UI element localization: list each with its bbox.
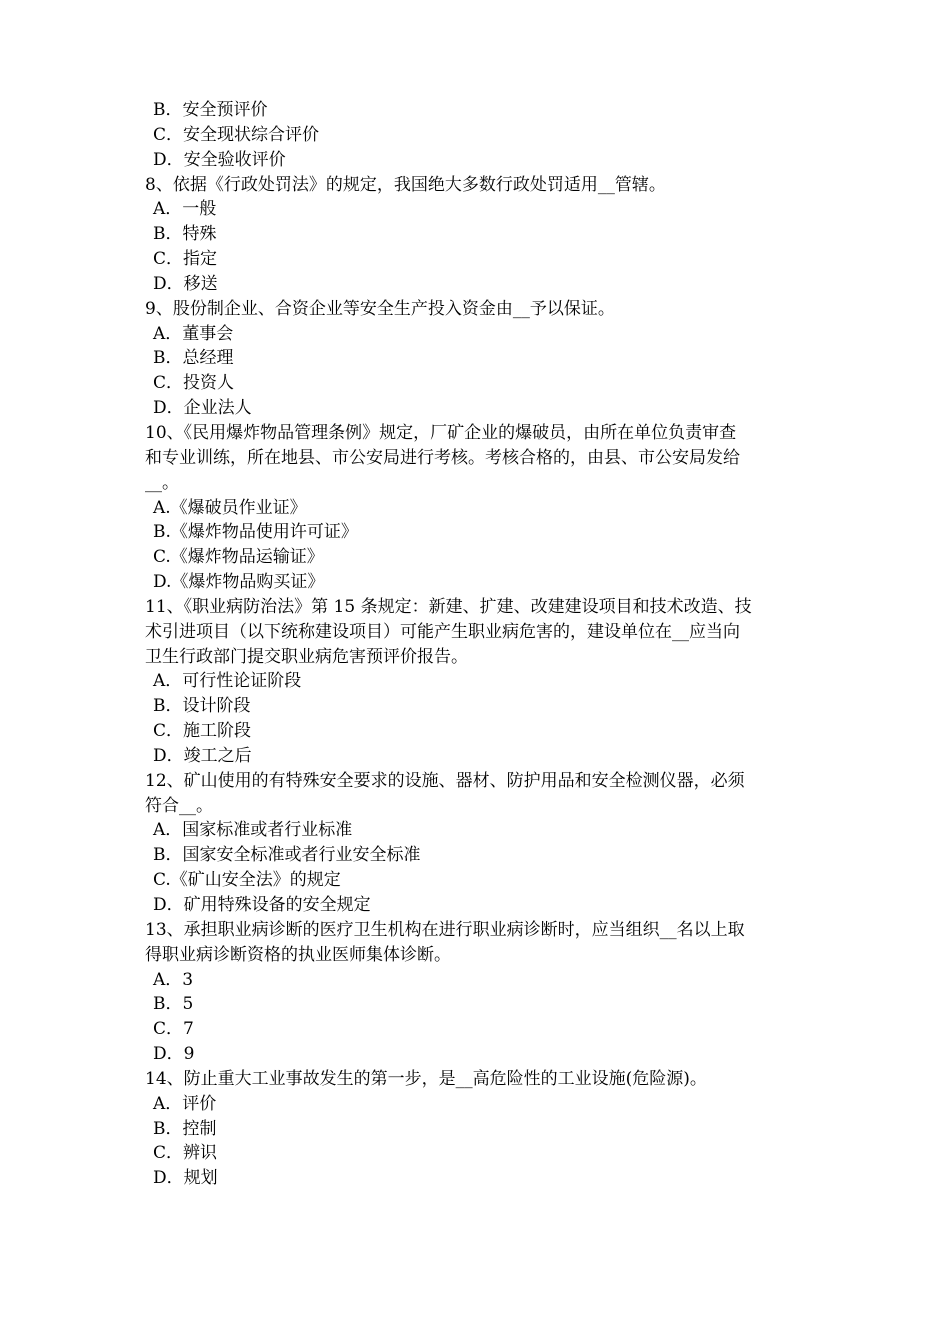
option-line: B．控制: [153, 1118, 217, 1139]
option-line: C．安全现状综合评价: [153, 124, 320, 145]
question-list: [145, 98, 817, 1191]
option-line: D.《爆炸物品购买证》: [153, 572, 325, 593]
option-line: A．国家标准或者行业标准: [153, 820, 353, 841]
question-stem: 符合__。: [145, 795, 213, 816]
option-line: D．安全验收评价: [153, 149, 286, 170]
question-stem: 12、矿山使用的有特殊安全要求的设施、器材、防护用品和安全检测仪器，必须: [145, 770, 745, 791]
option-line: A．可行性论证阶段: [153, 671, 302, 692]
question-stem: 和专业训练，所在地县、市公安局进行考核。考核合格的，由县、市公安局发给: [145, 447, 740, 468]
option-line: A．评价: [153, 1093, 217, 1114]
option-line: C.《矿山安全法》的规定: [153, 870, 341, 891]
question-stem: __。: [145, 472, 179, 493]
option-line: B．设计阶段: [153, 696, 251, 717]
option-line: C．指定: [153, 249, 218, 270]
option-line: D．规划: [153, 1168, 218, 1189]
question-stem: 13、承担职业病诊断的医疗卫生机构在进行职业病诊断时，应当组织__名以上取: [145, 919, 745, 940]
option-line: A．3: [153, 969, 194, 990]
option-line: C．施工阶段: [153, 721, 252, 742]
question-stem: 术引进项目（以下统称建设项目）可能产生职业病危害的，建设单位在__应当向: [145, 621, 740, 642]
option-line: D．9: [153, 1044, 195, 1065]
question-stem: 9、股份制企业、合资企业等安全生产投入资金由__予以保证。: [145, 298, 615, 319]
option-line: D．企业法人: [153, 398, 252, 419]
option-line: D．矿用特殊设备的安全规定: [153, 895, 371, 915]
option-line: A．董事会: [153, 323, 234, 344]
option-line: A.《爆破员作业证》: [153, 497, 307, 518]
question-stem: 得职业病诊断资格的执业医师集体诊断。: [145, 944, 451, 965]
question-stem: 8、依据《行政处罚法》的规定，我国绝大多数行政处罚适用__管辖。: [145, 174, 666, 195]
question-stem: 卫生行政部门提交职业病危害预评价报告。: [145, 646, 468, 667]
option-line: D．竣工之后: [153, 745, 252, 766]
option-line: A．一般: [153, 199, 217, 220]
option-line: C．7: [153, 1019, 194, 1040]
option-line: B．安全预评价: [153, 100, 268, 120]
option-line: C．辨识: [153, 1143, 218, 1164]
question-stem: 14、防止重大工业事故发生的第一步，是__高危险性的工业设施(危险源)。: [145, 1068, 707, 1089]
option-line: D．移送: [153, 273, 218, 294]
option-line: B．特殊: [153, 224, 217, 245]
option-line: C．投资人: [153, 373, 235, 394]
option-line: B．总经理: [153, 348, 234, 369]
option-line: B.《爆炸物品使用许可证》: [153, 522, 358, 543]
question-stem: 10、《民用爆炸物品管理条例》规定，厂矿企业的爆破员，由所在单位负责审查: [145, 422, 737, 443]
option-line: C.《爆炸物品运输证》: [153, 547, 324, 568]
option-line: B．国家安全标准或者行业安全标准: [153, 845, 421, 866]
question-stem: 11、《职业病防治法》第 15 条规定：新建、扩建、改建建设项目和技术改造、技: [145, 596, 752, 617]
option-line: B．5: [153, 994, 194, 1015]
